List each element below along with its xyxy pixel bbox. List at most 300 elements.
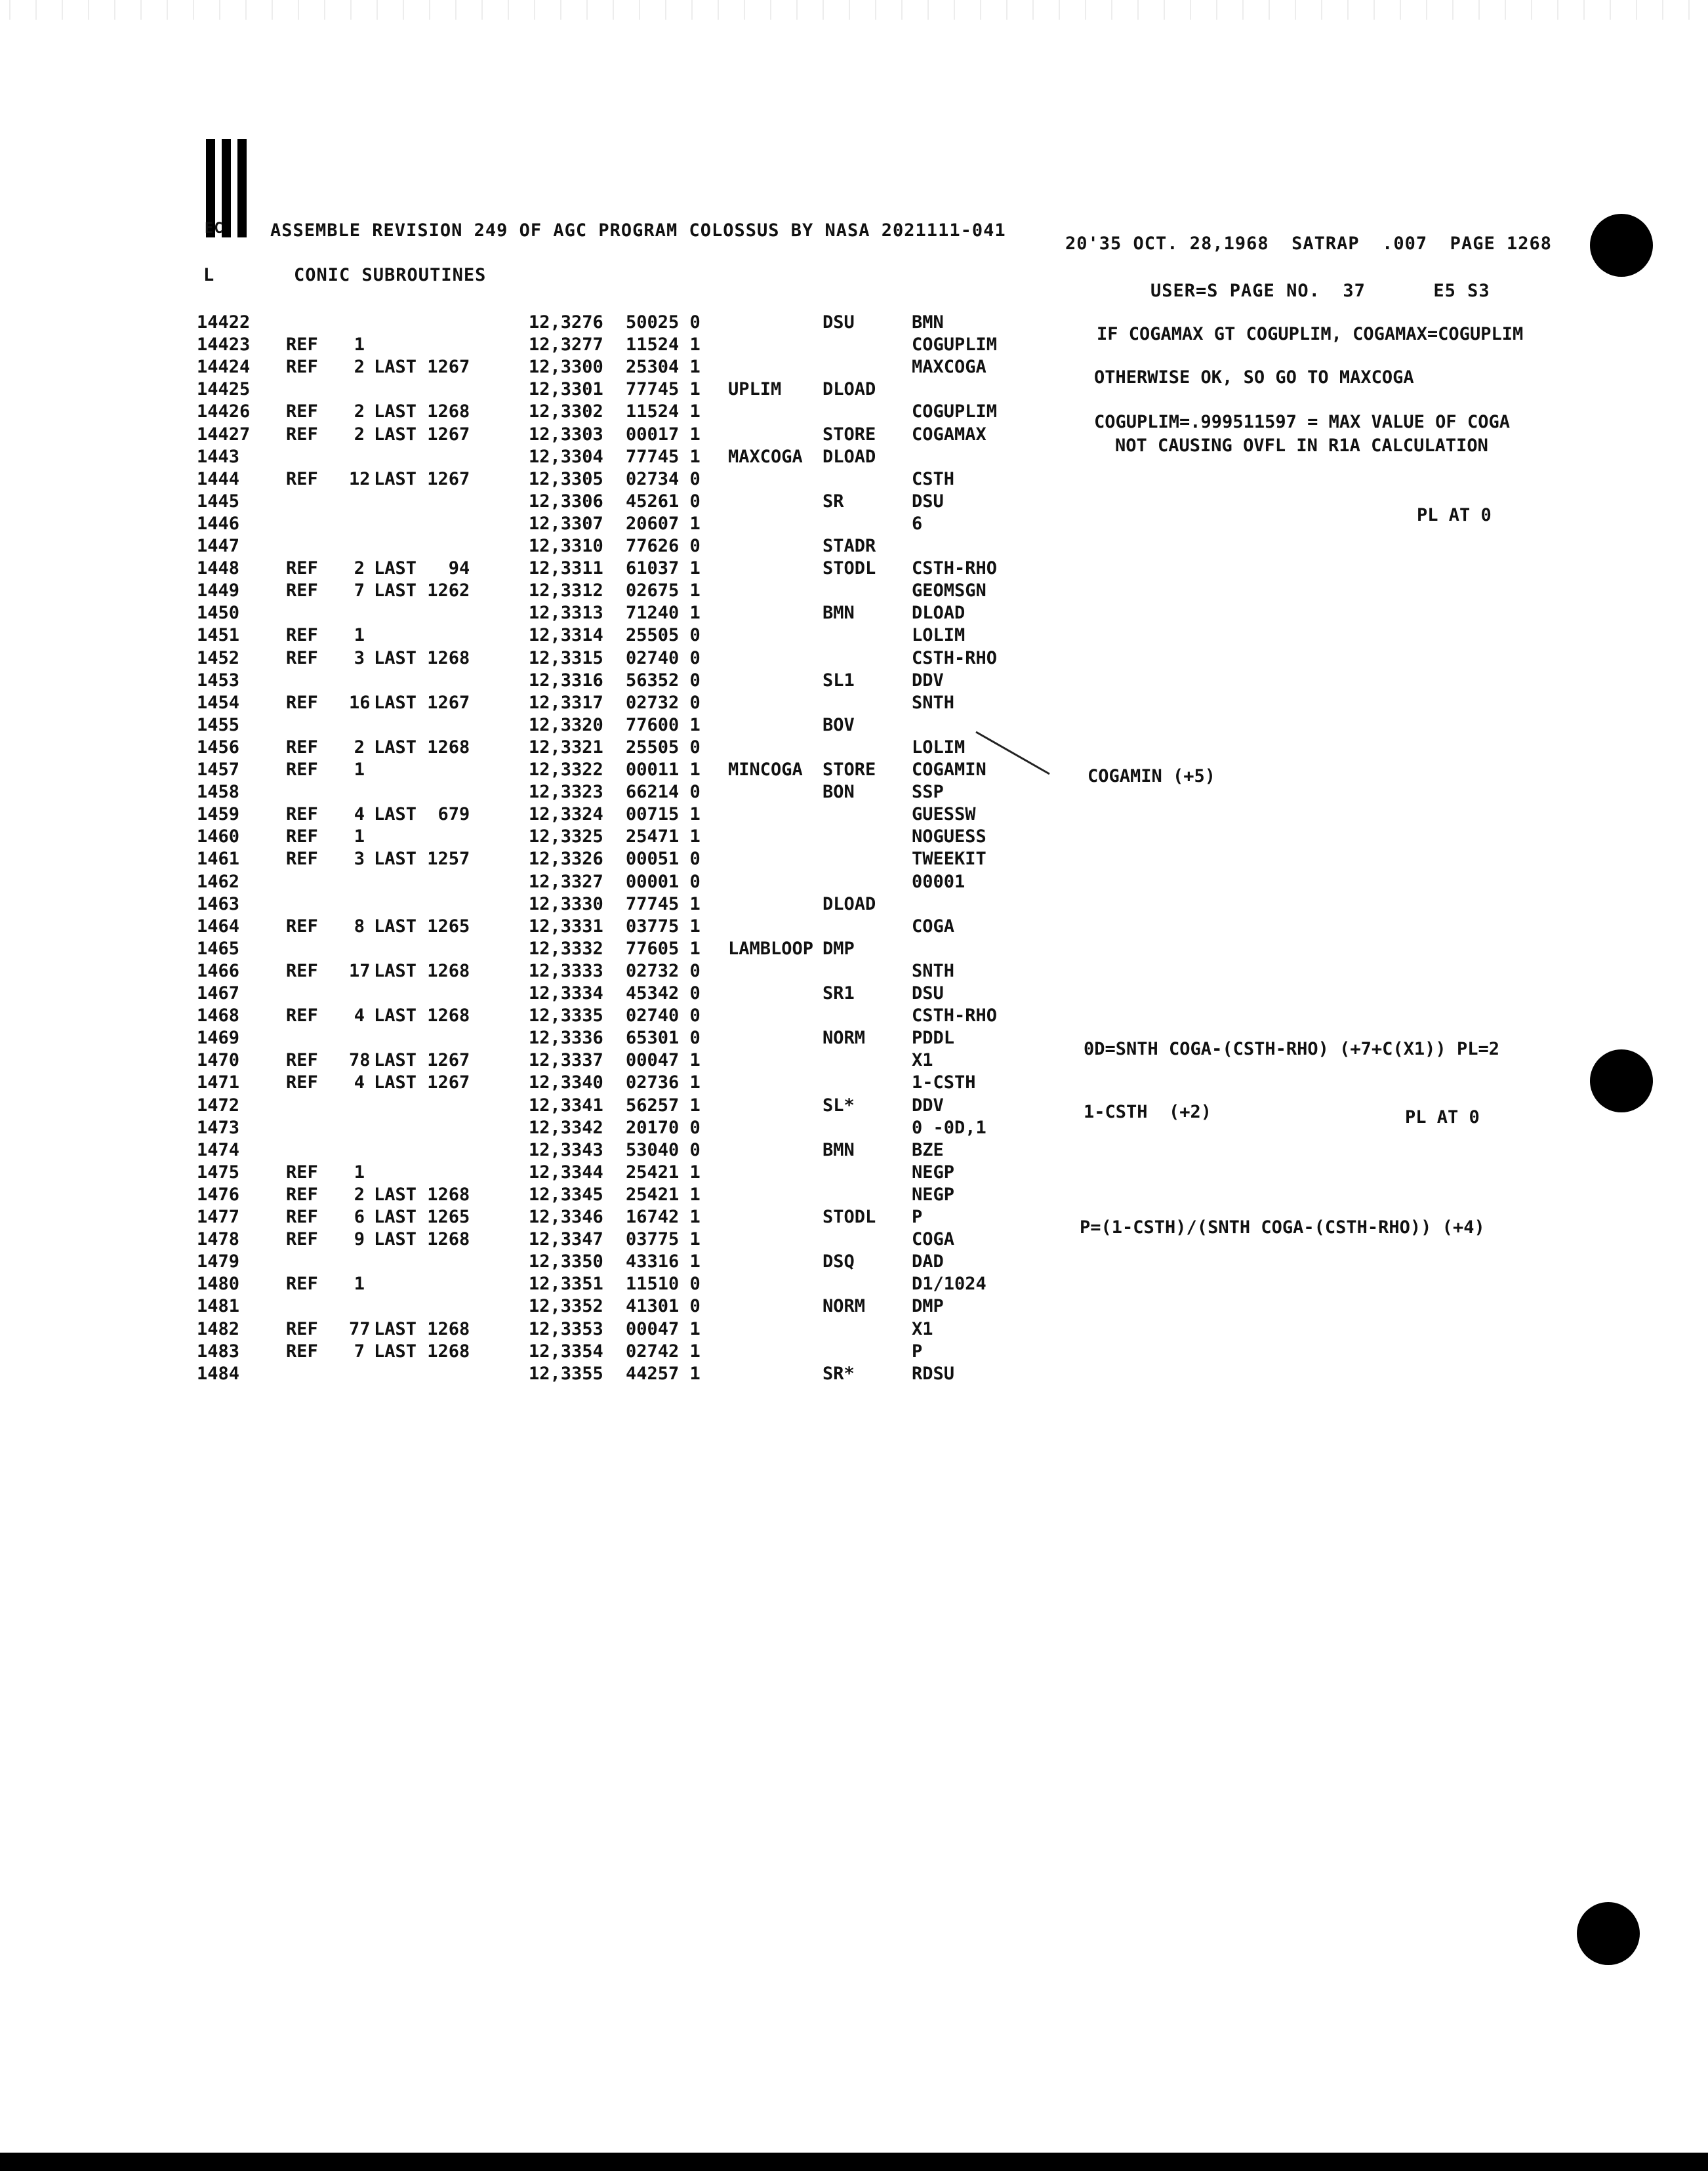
ref-count: 2 bbox=[354, 1185, 365, 1205]
address: 12,3346 bbox=[529, 1207, 603, 1227]
last-ref: LAST 1267 bbox=[374, 469, 470, 489]
opcode: STORE bbox=[823, 424, 876, 445]
listing-row bbox=[0, 580, 1708, 603]
operand: 00001 bbox=[912, 872, 966, 892]
line-number: 1453 bbox=[197, 670, 240, 691]
line-number: 1452 bbox=[197, 648, 240, 668]
line-number: 1447 bbox=[197, 536, 240, 556]
line-number: 1461 bbox=[197, 849, 240, 869]
comment-cogamax-limit: IF COGAMAX GT COGUPLIM, COGAMAX=COGUPLIM bbox=[1097, 324, 1524, 344]
listing-row bbox=[0, 693, 1708, 715]
octal-code: 00047 1 bbox=[626, 1050, 701, 1070]
operand: DSU bbox=[912, 983, 944, 1004]
address: 12,3303 bbox=[529, 424, 603, 445]
listing-row bbox=[0, 1072, 1708, 1095]
listing-row bbox=[0, 916, 1708, 939]
last-ref: LAST 1268 bbox=[374, 401, 470, 422]
line-number: 14425 bbox=[197, 379, 251, 399]
listing-row bbox=[0, 804, 1708, 826]
operand: CSTH-RHO bbox=[912, 558, 998, 578]
octal-code: 02742 1 bbox=[626, 1341, 701, 1362]
symbol-label: LAMBLOOP bbox=[728, 939, 814, 959]
ref-count: 4 bbox=[354, 804, 365, 824]
operand: CSTH bbox=[912, 469, 955, 489]
line-number: 1482 bbox=[197, 1319, 240, 1339]
line-number: 1466 bbox=[197, 961, 240, 981]
listing-row bbox=[0, 961, 1708, 983]
operand: BMN bbox=[912, 312, 944, 333]
address: 12,3355 bbox=[529, 1364, 603, 1384]
octal-code: 45261 0 bbox=[626, 491, 701, 512]
listing-row bbox=[0, 536, 1708, 558]
operand: LOLIM bbox=[912, 625, 966, 645]
ref-count: 16 bbox=[349, 693, 371, 713]
octal-code: 02675 1 bbox=[626, 580, 701, 601]
line-number: 14426 bbox=[197, 401, 251, 422]
ref-marker: REF bbox=[286, 357, 318, 377]
top-scan-edge bbox=[0, 0, 1708, 20]
ref-marker: REF bbox=[286, 424, 318, 445]
ref-count: 3 bbox=[354, 849, 365, 869]
line-number: 1467 bbox=[197, 983, 240, 1004]
address: 12,3302 bbox=[529, 401, 603, 422]
line-number: 1451 bbox=[197, 625, 240, 645]
last-ref: LAST 1267 bbox=[374, 693, 470, 713]
ref-count: 78 bbox=[349, 1050, 371, 1070]
address: 12,3300 bbox=[529, 357, 603, 377]
opcode: STADR bbox=[823, 536, 876, 556]
symbol-label: MINCOGA bbox=[728, 760, 803, 780]
line-number: 1448 bbox=[197, 558, 240, 578]
octal-code: 25421 1 bbox=[626, 1162, 701, 1183]
octal-code: 00001 0 bbox=[626, 872, 701, 892]
last-ref: LAST 1268 bbox=[374, 1341, 470, 1362]
operand: SNTH bbox=[912, 961, 955, 981]
octal-code: 53040 0 bbox=[626, 1140, 701, 1160]
line-number: 1484 bbox=[197, 1364, 240, 1384]
line-number: 1481 bbox=[197, 1296, 240, 1316]
listing-row bbox=[0, 872, 1708, 894]
ref-marker: REF bbox=[286, 1274, 318, 1294]
last-ref: LAST 1268 bbox=[374, 1005, 470, 1026]
ref-marker: REF bbox=[286, 804, 318, 824]
ref-count: 2 bbox=[354, 737, 365, 758]
listing-row bbox=[0, 1364, 1708, 1386]
operand: COGA bbox=[912, 1229, 955, 1249]
operand: GUESSW bbox=[912, 804, 976, 824]
octal-code: 02732 0 bbox=[626, 693, 701, 713]
ref-marker: REF bbox=[286, 1319, 318, 1339]
address: 12,3277 bbox=[529, 335, 603, 355]
line-number: 14427 bbox=[197, 424, 251, 445]
line-number: 1445 bbox=[197, 491, 240, 512]
octal-code: 44257 1 bbox=[626, 1364, 701, 1384]
opcode: BMN bbox=[823, 1140, 855, 1160]
listing-title: ASSEMBLE REVISION 249 OF AGC PROGRAM COLOSSUS BY NASA 2021111-041 bbox=[270, 220, 1006, 241]
operand: LOLIM bbox=[912, 737, 966, 758]
octal-code: 11510 0 bbox=[626, 1274, 701, 1294]
ref-count: 7 bbox=[354, 580, 365, 601]
octal-code: 00011 1 bbox=[626, 760, 701, 780]
last-ref: LAST 1265 bbox=[374, 1207, 470, 1227]
operand: RDSU bbox=[912, 1364, 955, 1384]
octal-code: 00047 1 bbox=[626, 1319, 701, 1339]
address: 12,3322 bbox=[529, 760, 603, 780]
line-number: 1443 bbox=[197, 447, 240, 467]
octal-code: 41301 0 bbox=[626, 1296, 701, 1316]
last-ref: LAST 1268 bbox=[374, 1319, 470, 1339]
line-number: 1460 bbox=[197, 826, 240, 847]
line-number: 1463 bbox=[197, 894, 240, 914]
octal-code: 02740 0 bbox=[626, 648, 701, 668]
address: 12,3353 bbox=[529, 1319, 603, 1339]
last-ref: LAST 1267 bbox=[374, 1050, 470, 1070]
address: 12,3306 bbox=[529, 491, 603, 512]
octal-code: 77626 0 bbox=[626, 536, 701, 556]
section-title: CONIC SUBROUTINES bbox=[294, 265, 487, 285]
operand: COGA bbox=[912, 916, 955, 937]
octal-code: 02736 1 bbox=[626, 1072, 701, 1093]
ref-marker: REF bbox=[286, 1185, 318, 1205]
opcode: STODL bbox=[823, 558, 876, 578]
opcode: DSQ bbox=[823, 1251, 855, 1272]
ref-marker: REF bbox=[286, 737, 318, 758]
operand: 0 -0D,1 bbox=[912, 1118, 986, 1138]
listing-row bbox=[0, 625, 1708, 647]
ref-marker: REF bbox=[286, 580, 318, 601]
ref-count: 2 bbox=[354, 357, 365, 377]
line-number: 1476 bbox=[197, 1185, 240, 1205]
listing-row bbox=[0, 379, 1708, 401]
listing-row bbox=[0, 939, 1708, 961]
address: 12,3324 bbox=[529, 804, 603, 824]
ref-count: 1 bbox=[354, 625, 365, 645]
opcode: DSU bbox=[823, 312, 855, 333]
ref-count: 77 bbox=[349, 1319, 371, 1339]
ref-count: 6 bbox=[354, 1207, 365, 1227]
user-page-number: USER=S PAGE NO. 37 E5 S3 bbox=[1150, 281, 1490, 301]
listing-row bbox=[0, 357, 1708, 379]
address: 12,3314 bbox=[529, 625, 603, 645]
line-number: 1474 bbox=[197, 1140, 240, 1160]
ref-marker: REF bbox=[286, 826, 318, 847]
line-number: 14424 bbox=[197, 357, 251, 377]
listing-row bbox=[0, 670, 1708, 693]
listing-row bbox=[0, 648, 1708, 670]
binder-hole-top bbox=[1590, 214, 1653, 277]
last-ref: LAST 1268 bbox=[374, 648, 470, 668]
operand: NEGP bbox=[912, 1185, 955, 1205]
operand: COGUPLIM bbox=[912, 335, 998, 355]
line-number: 1477 bbox=[197, 1207, 240, 1227]
address: 12,3311 bbox=[529, 558, 603, 578]
octal-code: 71240 1 bbox=[626, 603, 701, 623]
octal-code: 61037 1 bbox=[626, 558, 701, 578]
listing-row bbox=[0, 1005, 1708, 1028]
line-number: 1458 bbox=[197, 782, 240, 802]
octal-code: 65301 0 bbox=[626, 1028, 701, 1048]
opcode: BMN bbox=[823, 603, 855, 623]
line-number: 14422 bbox=[197, 312, 251, 333]
address: 12,3276 bbox=[529, 312, 603, 333]
octal-code: 00715 1 bbox=[626, 804, 701, 824]
octal-code: 77745 1 bbox=[626, 447, 701, 467]
listing-row bbox=[0, 469, 1708, 491]
ref-count: 2 bbox=[354, 558, 365, 578]
ref-count: 1 bbox=[354, 335, 365, 355]
ref-count: 1 bbox=[354, 826, 365, 847]
address: 12,3340 bbox=[529, 1072, 603, 1093]
line-number: 1465 bbox=[197, 939, 240, 959]
listing-row bbox=[0, 1140, 1708, 1162]
octal-code: 16742 1 bbox=[626, 1207, 701, 1227]
last-ref: LAST 1267 bbox=[374, 357, 470, 377]
ref-count: 9 bbox=[354, 1229, 365, 1249]
address: 12,3301 bbox=[529, 379, 603, 399]
listing-row bbox=[0, 1274, 1708, 1296]
last-ref: LAST 1267 bbox=[374, 424, 470, 445]
opcode: BON bbox=[823, 782, 855, 802]
line-number: 1478 bbox=[197, 1229, 240, 1249]
octal-code: 77600 1 bbox=[626, 715, 701, 735]
listing-row bbox=[0, 558, 1708, 580]
listing-row bbox=[0, 849, 1708, 871]
operand: DAD bbox=[912, 1251, 944, 1272]
octal-code: 25421 1 bbox=[626, 1185, 701, 1205]
address: 12,3334 bbox=[529, 983, 603, 1004]
comment-1-csth: 1-CSTH (+2) bbox=[1084, 1102, 1212, 1122]
comment-not-causing-ovfl: NOT CAUSING OVFL IN R1A CALCULATION bbox=[1115, 436, 1488, 456]
octal-code: 45342 0 bbox=[626, 983, 701, 1004]
address: 12,3305 bbox=[529, 469, 603, 489]
octal-code: 03775 1 bbox=[626, 1229, 701, 1249]
opcode: DLOAD bbox=[823, 447, 876, 467]
opcode: SR* bbox=[823, 1364, 855, 1384]
address: 12,3354 bbox=[529, 1341, 603, 1362]
octal-code: 50025 0 bbox=[626, 312, 701, 333]
ref-count: 3 bbox=[354, 648, 365, 668]
octal-code: 02740 0 bbox=[626, 1005, 701, 1026]
opcode: SR bbox=[823, 491, 844, 512]
operand: P bbox=[912, 1207, 923, 1227]
octal-code: 00017 1 bbox=[626, 424, 701, 445]
ref-marker: REF bbox=[286, 648, 318, 668]
octal-code: 56257 1 bbox=[626, 1095, 701, 1116]
operand: X1 bbox=[912, 1319, 933, 1339]
octal-code: 56352 0 bbox=[626, 670, 701, 691]
octal-code: 77745 1 bbox=[626, 379, 701, 399]
last-ref: LAST 1268 bbox=[374, 1185, 470, 1205]
listing-timestamp: 20'35 OCT. 28,1968 SATRAP .007 PAGE 1268 bbox=[1065, 233, 1552, 254]
line-number: 1483 bbox=[197, 1341, 240, 1362]
address: 12,3316 bbox=[529, 670, 603, 691]
octal-code: 20170 0 bbox=[626, 1118, 701, 1138]
line-number: 1459 bbox=[197, 804, 240, 824]
opcode: NORM bbox=[823, 1028, 866, 1048]
line-number: 1454 bbox=[197, 693, 240, 713]
operand: 1-CSTH bbox=[912, 1072, 976, 1093]
last-ref: LAST 1257 bbox=[374, 849, 470, 869]
line-number: 1480 bbox=[197, 1274, 240, 1294]
ref-marker: REF bbox=[286, 1050, 318, 1070]
last-ref: LAST 1267 bbox=[374, 1072, 470, 1093]
operand: DDV bbox=[912, 1095, 944, 1116]
ref-marker: REF bbox=[286, 961, 318, 981]
listing-row bbox=[0, 1185, 1708, 1207]
address: 12,3352 bbox=[529, 1296, 603, 1316]
line-number: 1470 bbox=[197, 1050, 240, 1070]
listing-row bbox=[0, 1319, 1708, 1341]
address: 12,3320 bbox=[529, 715, 603, 735]
last-ref: LAST 94 bbox=[374, 558, 470, 578]
ref-count: 12 bbox=[349, 469, 371, 489]
ref-marker: REF bbox=[286, 1341, 318, 1362]
comment-pl-at-0-a: PL AT 0 bbox=[1417, 505, 1492, 525]
listing-row bbox=[0, 760, 1708, 782]
ref-marker: REF bbox=[286, 401, 318, 422]
address: 12,3351 bbox=[529, 1274, 603, 1294]
ref-count: 1 bbox=[354, 1274, 365, 1294]
line-number: 1444 bbox=[197, 469, 240, 489]
ref-marker: REF bbox=[286, 469, 318, 489]
address: 12,3347 bbox=[529, 1229, 603, 1249]
opcode: DLOAD bbox=[823, 379, 876, 399]
opcode: SR1 bbox=[823, 983, 855, 1004]
line-number: 1479 bbox=[197, 1251, 240, 1272]
operand: P bbox=[912, 1341, 923, 1362]
opcode: STODL bbox=[823, 1207, 876, 1227]
comment-cogamin: COGAMIN (+5) bbox=[1088, 766, 1216, 786]
last-ref: LAST 1262 bbox=[374, 580, 470, 601]
opcode: BOV bbox=[823, 715, 855, 735]
listing-row bbox=[0, 1162, 1708, 1185]
opcode: DMP bbox=[823, 939, 855, 959]
comment-p-formula: P=(1-CSTH)/(SNTH COGA-(CSTH-RHO)) (+4) bbox=[1080, 1217, 1485, 1238]
address: 12,3317 bbox=[529, 693, 603, 713]
operand: BZE bbox=[912, 1140, 944, 1160]
ref-count: 2 bbox=[354, 424, 365, 445]
octal-code: 25505 0 bbox=[626, 625, 701, 645]
comment-pl-at-0-b: PL AT 0 bbox=[1405, 1107, 1480, 1127]
opcode: SL* bbox=[823, 1095, 855, 1116]
address: 12,3350 bbox=[529, 1251, 603, 1272]
operand: X1 bbox=[912, 1050, 933, 1070]
operand: DDV bbox=[912, 670, 944, 691]
octal-code: 43316 1 bbox=[626, 1251, 701, 1272]
listing-row bbox=[0, 894, 1708, 916]
address: 12,3330 bbox=[529, 894, 603, 914]
line-number: 1464 bbox=[197, 916, 240, 937]
octal-code: 02732 0 bbox=[626, 961, 701, 981]
last-ref: LAST 1268 bbox=[374, 1229, 470, 1249]
line-number: 1473 bbox=[197, 1118, 240, 1138]
opcode: NORM bbox=[823, 1296, 866, 1316]
last-ref: LAST 1268 bbox=[374, 737, 470, 758]
ref-marker: REF bbox=[286, 1005, 318, 1026]
line-number: 1457 bbox=[197, 760, 240, 780]
opcode: DLOAD bbox=[823, 894, 876, 914]
operand: DSU bbox=[912, 491, 944, 512]
listing-row bbox=[0, 782, 1708, 804]
last-ref: LAST 1265 bbox=[374, 916, 470, 937]
bottom-scan-edge bbox=[0, 2153, 1708, 2171]
last-ref: LAST 679 bbox=[374, 804, 470, 824]
octal-code: 03775 1 bbox=[626, 916, 701, 937]
operand: DMP bbox=[912, 1296, 944, 1316]
address: 12,3344 bbox=[529, 1162, 603, 1183]
ref-count: 17 bbox=[349, 961, 371, 981]
line-number: 1471 bbox=[197, 1072, 240, 1093]
last-ref: LAST 1268 bbox=[374, 961, 470, 981]
ref-count: 1 bbox=[354, 760, 365, 780]
ref-marker: REF bbox=[286, 558, 318, 578]
ref-count: 2 bbox=[354, 401, 365, 422]
listing-row bbox=[0, 1341, 1708, 1364]
ref-count: 7 bbox=[354, 1341, 365, 1362]
ref-marker: REF bbox=[286, 849, 318, 869]
octal-code: 77605 1 bbox=[626, 939, 701, 959]
operand: SSP bbox=[912, 782, 944, 802]
line-number: 14423 bbox=[197, 335, 251, 355]
ref-marker: REF bbox=[286, 1229, 318, 1249]
listing-row bbox=[0, 1296, 1708, 1318]
opcode: STORE bbox=[823, 760, 876, 780]
address: 12,3337 bbox=[529, 1050, 603, 1070]
line-number: 1456 bbox=[197, 737, 240, 758]
operand: MAXCOGA bbox=[912, 357, 986, 377]
ref-count: 1 bbox=[354, 1162, 365, 1183]
line-number: 1462 bbox=[197, 872, 240, 892]
line-number: 1446 bbox=[197, 514, 240, 534]
ref-marker: REF bbox=[286, 1072, 318, 1093]
line-number: 1449 bbox=[197, 580, 240, 601]
operand: GEOMSGN bbox=[912, 580, 986, 601]
address: 12,3326 bbox=[529, 849, 603, 869]
opcode: SL1 bbox=[823, 670, 855, 691]
operand: COGAMIN bbox=[912, 760, 986, 780]
octal-code: 11524 1 bbox=[626, 335, 701, 355]
binder-hole-bottom bbox=[1577, 1902, 1640, 1965]
margin-l-mark: L bbox=[203, 265, 215, 285]
ref-count: 8 bbox=[354, 916, 365, 937]
operand: NEGP bbox=[912, 1162, 955, 1183]
line-number: 1468 bbox=[197, 1005, 240, 1026]
octal-code: 20607 1 bbox=[626, 514, 701, 534]
address: 12,3312 bbox=[529, 580, 603, 601]
ref-marker: REF bbox=[286, 335, 318, 355]
operand: DLOAD bbox=[912, 603, 966, 623]
octal-code: 00051 0 bbox=[626, 849, 701, 869]
operand: COGUPLIM bbox=[912, 401, 998, 422]
address: 12,3341 bbox=[529, 1095, 603, 1116]
octal-code: 25304 1 bbox=[626, 357, 701, 377]
address: 12,3321 bbox=[529, 737, 603, 758]
address: 12,3327 bbox=[529, 872, 603, 892]
ref-count: 4 bbox=[354, 1072, 365, 1093]
address: 12,3323 bbox=[529, 782, 603, 802]
listing-row bbox=[0, 715, 1708, 737]
listing-row bbox=[0, 737, 1708, 760]
address: 12,3313 bbox=[529, 603, 603, 623]
ref-marker: REF bbox=[286, 760, 318, 780]
octal-code: 25471 1 bbox=[626, 826, 701, 847]
address: 12,3332 bbox=[529, 939, 603, 959]
symbol-label: MAXCOGA bbox=[728, 447, 803, 467]
listing-row bbox=[0, 826, 1708, 849]
address: 12,3342 bbox=[529, 1118, 603, 1138]
line-number: 1469 bbox=[197, 1028, 240, 1048]
operand: 6 bbox=[912, 514, 923, 534]
